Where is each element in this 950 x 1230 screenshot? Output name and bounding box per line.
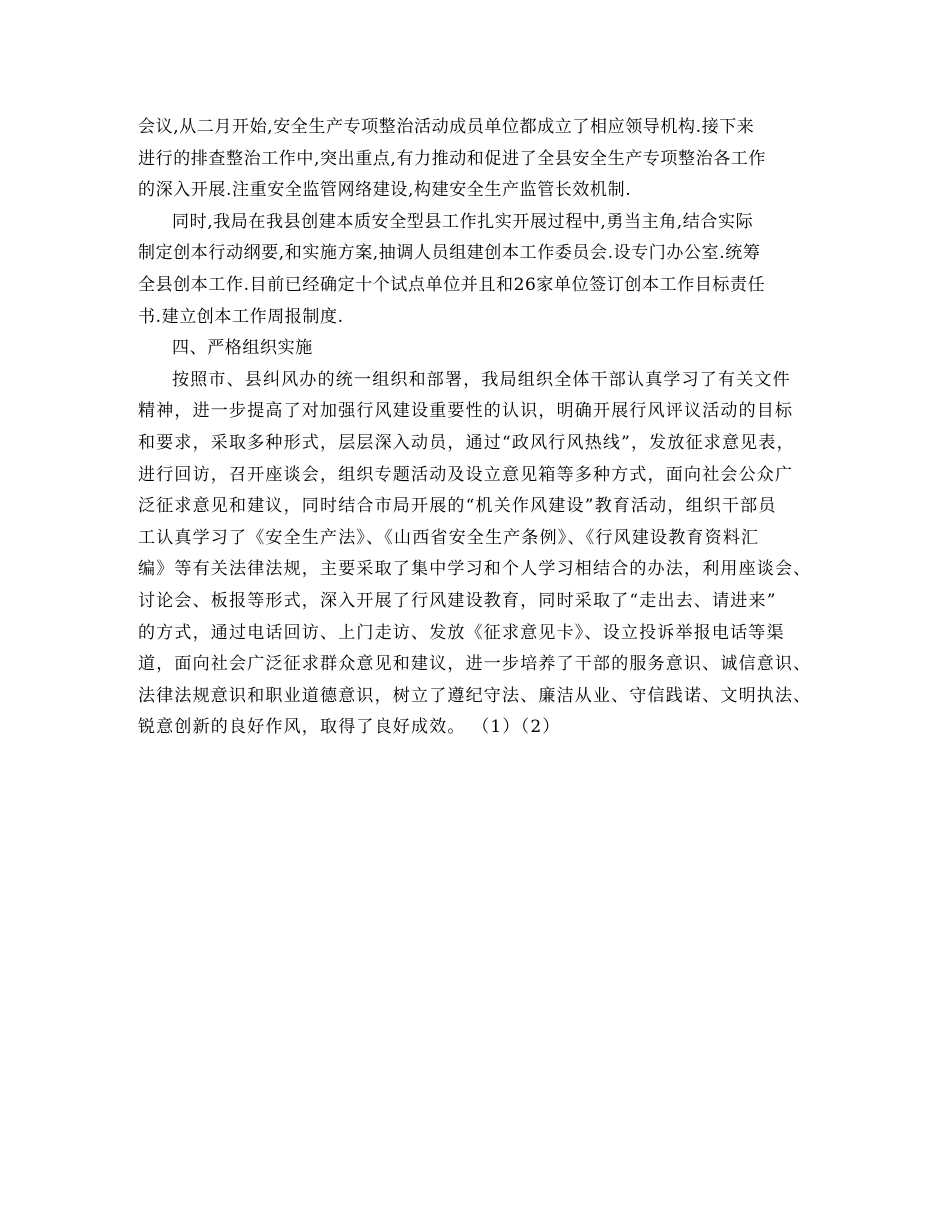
paragraph-line: 全县创本工作.目前已经确定十个试点单位并且和26家单位签订创本工作目标责任 (138, 274, 766, 295)
paragraph-line: 制定创本行动纲要,和实施方案,抽调人员组建创本工作委员会.设专门办公室.统筹 (138, 243, 761, 264)
document-body (138, 112, 828, 744)
paragraph-line: 锐意创新的良好作风，取得了良好成效。 （1）（2） (138, 717, 561, 738)
paragraph-line: 同时,我局在我县创建本质安全型县工作扎实开展过程中,勇当主角,结合实际 (172, 211, 754, 232)
section-heading: 四、严格组织实施 (172, 338, 313, 359)
paragraph-line: 讨论会、板报等形式，深入开展了行风建设教育，同时采取了“走出去、请进来” (138, 590, 777, 611)
paragraph-line: 和要求，采取多种形式，层层深入动员，通过“政风行风热线”，发放征求意见表， (138, 432, 795, 453)
paragraph-line: 编》等有关法律法规，主要采取了集中学习和个人学习相结合的办法，利用座谈会、 (138, 559, 812, 580)
paragraph-line: 按照市、县纠风办的统一组织和部署，我局组织全体干部认真学习了有关文件 (172, 369, 791, 390)
paragraph-line: 进行回访，召开座谈会，组织专题活动及设立意见箱等多种方式，面向社会公众广 (138, 464, 794, 485)
paragraph-line: 书.建立创本工作周报制度. (138, 306, 344, 327)
paragraph-line: 道，面向社会广泛征求群众意见和建议，进一步培养了干部的服务意识、诚信意识、 (138, 654, 812, 675)
paragraph-line: 泛征求意见和建议，同时结合市局开展的“机关作风建设”教育活动，组织干部员 (138, 496, 777, 517)
paragraph-line: 精神，进一步提高了对加强行风建设重要性的认识，明确开展行风评议活动的目标 (138, 401, 794, 422)
paragraph-line: 工认真学习了《安全生产法》、《山西省安全生产条例》、《行风建设教育资料汇 (138, 527, 760, 548)
paragraph-line: 法律法规意识和职业道德意识，树立了遵纪守法、廉洁从业、守信践诺、文明执法、 (138, 685, 812, 706)
paragraph-line: 的方式，通过电话回访、上门走访、发放《征求意见卡》、设立投诉举报电话等渠 (138, 622, 785, 643)
paragraph-line: 会议,从二月开始,安全生产专项整治活动成员单位都成立了相应领导机构.接下来 (138, 117, 755, 137)
paragraph-line: 进行的排查整治工作中,突出重点,有力推动和促进了全县安全生产专项整治各工作 (138, 148, 767, 169)
paragraph-line: 的深入开展.注重安全监管网络建设,构建安全生产监管长效机制. (138, 180, 632, 201)
